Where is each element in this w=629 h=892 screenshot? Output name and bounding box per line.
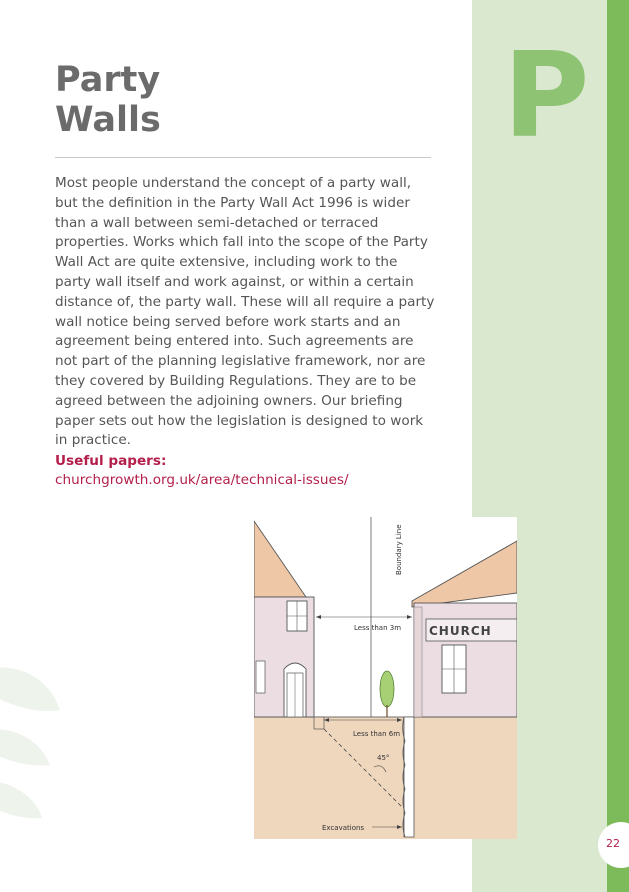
page-title (55, 60, 161, 140)
left-house (254, 521, 324, 729)
body-paragraph: Most people understand the concept of a party wall, but the definition in the Party Wall Act 1996 is wider than a wall between semi-detached or terraced properties. Works which fall into the scope of the Party Wall Act are quite extensive, including work to the party wall itself and work against, or within a certain distance of, the party wall. These will all require a party wall notice being served before work starts and an agreement being entered into. Such agreements are not part of the planning legislative framework, nor are they covered by Building Regulations. They are to be agreed between the adjoining owners. Our briefing paper sets out how the legislation is designed to work in practice. (55, 175, 435, 449)
useful-papers-link[interactable]: churchgrowth.org.uk/area/technical-issues/ (55, 472, 349, 488)
title-divider (55, 157, 431, 158)
leaf-decoration-icon (0, 640, 70, 840)
angle-label: 45° (377, 754, 390, 762)
party-wall-foundation (404, 717, 414, 837)
label-less-than-3m: Less than 3m (354, 624, 402, 632)
side-stripe (607, 0, 629, 892)
label-excavations: Excavations (322, 824, 365, 832)
church-sign: CHURCH (429, 624, 492, 638)
title-line-1: Party (55, 60, 161, 100)
tree-icon (380, 671, 394, 717)
label-less-than-6m: Less than 6m (353, 730, 401, 738)
boundary-line-label: Boundary Line (395, 524, 403, 575)
useful-papers-heading: Useful papers: (55, 453, 167, 469)
page-number: 22 (606, 837, 620, 850)
party-wall-illustration (254, 517, 517, 839)
title-line-2: Walls (55, 100, 161, 140)
section-letter: P (503, 26, 590, 164)
